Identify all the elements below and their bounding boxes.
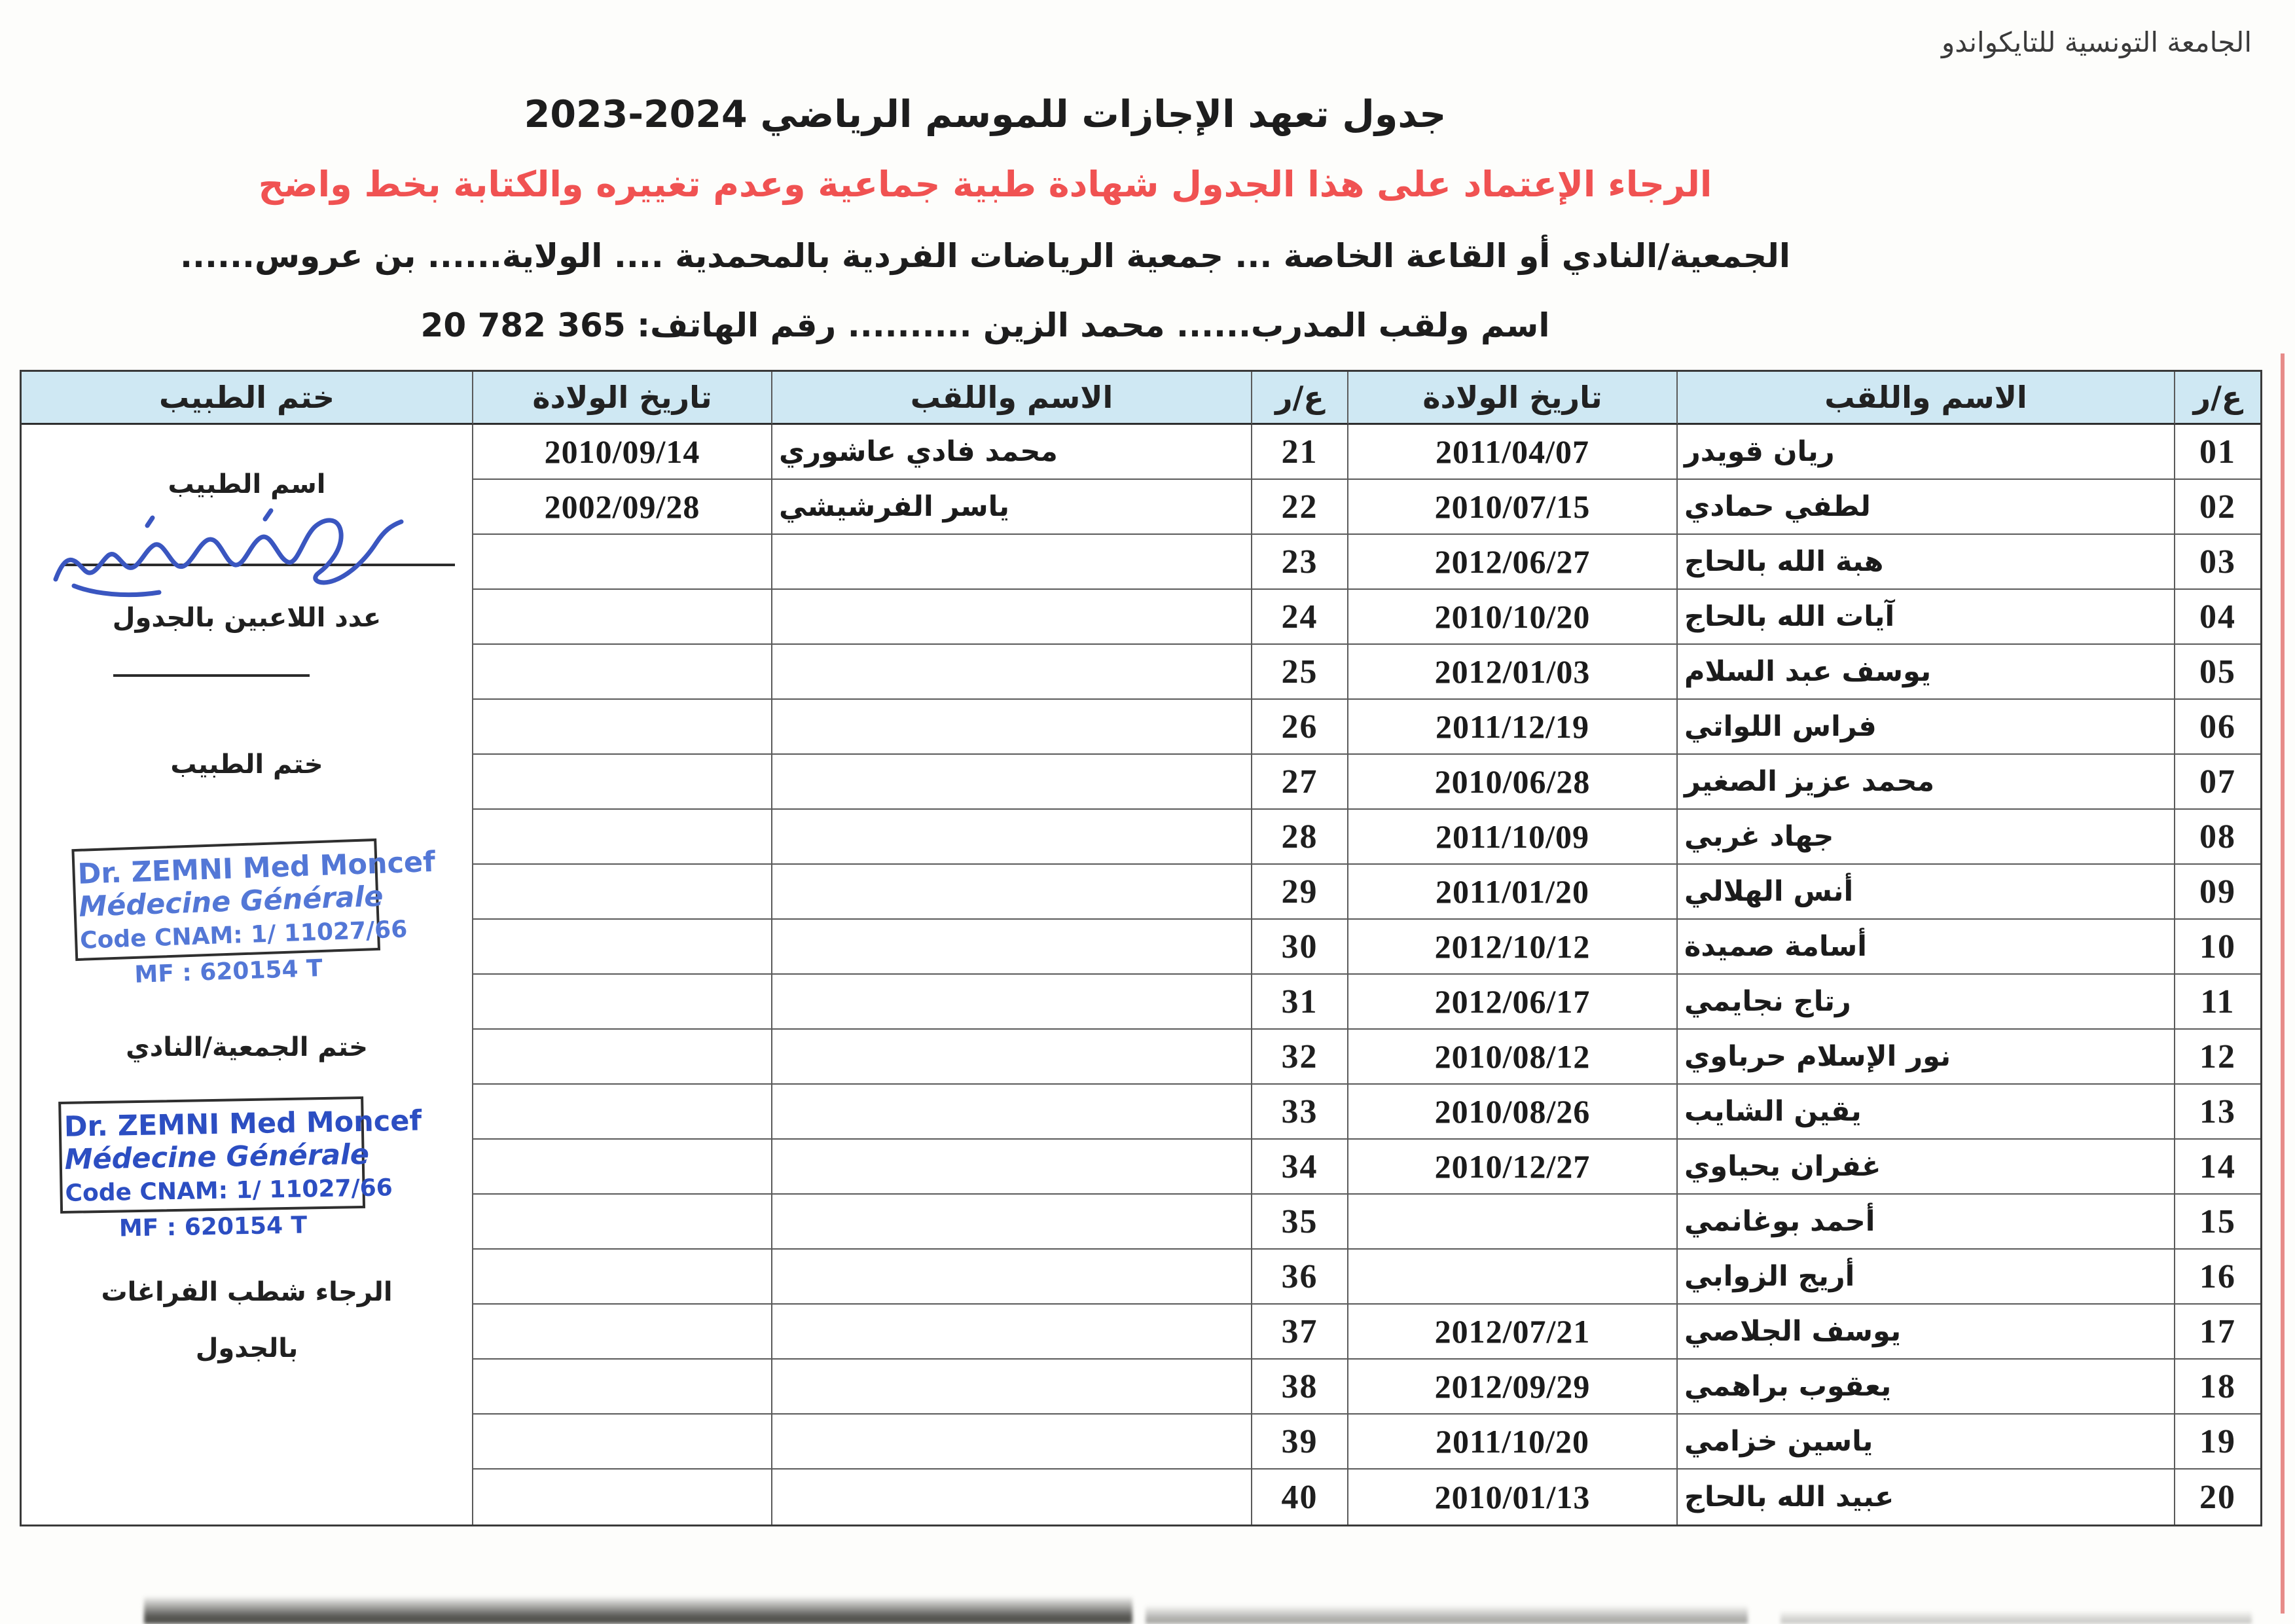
player-name-cell: أسامة صميدة	[1678, 920, 2175, 975]
birth-date-cell	[473, 645, 772, 700]
row-number-cell: 09	[2175, 865, 2260, 920]
blanks-note-line2: بالجدول	[195, 1333, 298, 1363]
player-name-cell: محمد عزيز الصغير	[1678, 755, 2175, 810]
row-number-cell: 01	[2175, 425, 2260, 480]
player-name-cell: فراس اللواتي	[1678, 700, 2175, 755]
row-number-cell: 21	[1252, 425, 1348, 480]
row-number-cell: 24	[1252, 590, 1348, 645]
birth-date-cell: 2010/10/20	[1348, 590, 1678, 645]
player-name-cell	[772, 590, 1252, 645]
stamp-specialty: Médecine Générale	[78, 880, 384, 924]
player-name-cell	[772, 1415, 1252, 1470]
birth-date-cell	[1348, 1250, 1678, 1305]
birth-date-cell	[473, 590, 772, 645]
row-number-cell: 29	[1252, 865, 1348, 920]
player-name-cell	[772, 1140, 1252, 1195]
player-name-cell: ياسين خزامي	[1678, 1415, 2175, 1470]
birth-date-cell: 2011/10/20	[1348, 1415, 1678, 1470]
doctor-stamp-column	[22, 425, 473, 1525]
red-notice: الرجاء الإعتماد على هذا الجدول شهادة طبية جماعية وعدم تغييره والكتابة بخط واضح	[258, 164, 1712, 205]
column-header: تاريخ الولادة	[473, 372, 772, 425]
doctor-stamp	[71, 839, 436, 990]
player-name-cell	[772, 1360, 1252, 1415]
player-name-cell: لطفي حمادي	[1678, 480, 2175, 535]
birth-date-cell: 2012/10/12	[1348, 920, 1678, 975]
player-name-cell: ياسر الفرشيشي	[772, 480, 1252, 535]
doctor-name-label: اسم الطبيب	[168, 469, 326, 499]
birth-date-cell	[473, 700, 772, 755]
row-number-cell: 25	[1252, 645, 1348, 700]
player-name-cell: أنس الهلالي	[1678, 865, 2175, 920]
birth-date-cell: 2011/10/09	[1348, 810, 1678, 865]
row-number-cell: 20	[2199, 1478, 2236, 1516]
birth-date-cell	[473, 1195, 772, 1250]
player-name-cell	[772, 755, 1252, 810]
stamp-mf-code: MF : 620154 T	[134, 954, 323, 988]
players-count-blank-line	[113, 674, 310, 677]
row-number-cell: 06	[2175, 700, 2260, 755]
birth-date-cell: 2012/09/29	[1348, 1360, 1678, 1415]
player-name-cell: آيات الله بالحاج	[1678, 590, 2175, 645]
player-name-cell	[772, 700, 1252, 755]
player-name-cell	[772, 975, 1252, 1030]
player-name-cell: محمد فادي عاشوري	[772, 425, 1252, 480]
row-number-cell: 31	[1252, 975, 1348, 1030]
player-name-cell: نور الإسلام حرباوي	[1678, 1030, 2175, 1085]
player-name-cell: ريان قويدر	[1678, 425, 2175, 480]
player-name-cell	[772, 1085, 1252, 1140]
doctor-stamp-label: ختم الطبيب	[170, 749, 323, 780]
birth-date-cell: 2010/06/28	[1348, 755, 1678, 810]
player-name-cell	[772, 535, 1252, 590]
row-number-cell: 04	[2175, 590, 2260, 645]
birth-date-cell	[473, 1415, 772, 1470]
birth-date-cell	[473, 920, 772, 975]
row-number-cell: 22	[1252, 480, 1348, 535]
stamp-cnam-code: Code CNAM: 1/ 11027/66	[65, 1174, 393, 1207]
row-number-cell: 13	[2175, 1085, 2260, 1140]
birth-date-cell: 2011/04/07	[1348, 425, 1678, 480]
birth-date-cell	[473, 865, 772, 920]
column-header: ع/ر	[1252, 372, 1348, 425]
club-line: الجمعية/النادي أو القاعة الخاصة ... جمعية الرياضات الفردية بالمحمدية .... الولاية...... بن عروس......	[179, 237, 1790, 275]
row-number-cell: 17	[2175, 1305, 2260, 1360]
birth-date-cell	[473, 1360, 772, 1415]
row-number-cell: 28	[1252, 810, 1348, 865]
player-name-cell: عبيد الله بالحاج	[1678, 1470, 2175, 1525]
birth-date-cell	[473, 1140, 772, 1195]
player-name-cell: أريج الزوابي	[1678, 1250, 2175, 1305]
player-name-cell: يعقوب براهمي	[1678, 1360, 2175, 1415]
row-number-cell: 34	[1252, 1140, 1348, 1195]
player-name-cell: رتاج نجايمي	[1678, 975, 2175, 1030]
player-name-cell	[772, 1305, 1252, 1360]
row-number-cell: 27	[1252, 755, 1348, 810]
row-number-cell: 08	[2175, 810, 2260, 865]
birth-date-cell	[473, 1250, 772, 1305]
row-number-cell: 18	[2175, 1360, 2260, 1415]
birth-date-cell	[473, 1030, 772, 1085]
players-count-label: عدد اللاعبين بالجدول	[112, 603, 382, 633]
coach-line: اسم ولقب المدرب...... محمد الزين .......... رقم الهاتف: 365 782 20	[420, 306, 1550, 344]
column-header: ختم الطبيب	[22, 372, 473, 425]
column-header: الاسم واللقب	[772, 372, 1252, 425]
scan-smudge	[1780, 1610, 2252, 1624]
column-header: تاريخ الولادة	[1348, 372, 1678, 425]
row-number-cell: 26	[1252, 700, 1348, 755]
birth-date-cell	[473, 535, 772, 590]
column-header: ع/ر	[2175, 372, 2260, 425]
birth-date-cell: 2010/08/26	[1348, 1085, 1678, 1140]
birth-date-cell: 2010/08/12	[1348, 1030, 1678, 1085]
row-number-cell: 32	[1252, 1030, 1348, 1085]
row-number-cell: 19	[2175, 1415, 2260, 1470]
federation-name: الجامعة التونسية للتايكواندو	[1942, 26, 2252, 58]
stamp-mf-code: MF : 620154 T	[118, 1212, 308, 1242]
player-name-cell	[772, 1470, 1252, 1525]
row-number-cell: 15	[2175, 1195, 2260, 1250]
scan-smudge	[144, 1596, 1132, 1624]
player-name-cell: أحمد بوغانمي	[1678, 1195, 2175, 1250]
row-number-cell: 30	[1252, 920, 1348, 975]
birth-date-cell: 2012/01/03	[1348, 645, 1678, 700]
birth-date-cell: 2010/12/27	[1348, 1140, 1678, 1195]
player-name-cell	[772, 810, 1252, 865]
stamp-doctor-name: Dr. ZEMNI Med Moncef	[63, 1104, 422, 1144]
player-name-cell	[772, 920, 1252, 975]
row-number-cell: 35	[1252, 1195, 1348, 1250]
scan-edge-red-line	[2281, 353, 2285, 1614]
page-title: جدول تعهد الإجازات للموسم الرياضي 2024-2023	[524, 93, 1447, 136]
scan-smudge	[1146, 1605, 1748, 1624]
player-name-cell: يوسف عبد السلام	[1678, 645, 2175, 700]
player-name-cell	[772, 865, 1252, 920]
birth-date-cell: 2010/07/15	[1348, 480, 1678, 535]
birth-date-cell	[473, 1305, 772, 1360]
birth-date-cell	[473, 810, 772, 865]
row-number-cell: 14	[2175, 1140, 2260, 1195]
row-number-cell: 33	[1252, 1085, 1348, 1140]
birth-date-cell: 2010/09/14	[473, 425, 772, 480]
row-number-cell: 40	[1252, 1470, 1348, 1525]
row-number-cell: 16	[2175, 1250, 2260, 1305]
birth-date-cell: 2012/06/27	[1348, 535, 1678, 590]
birth-date-cell	[473, 1085, 772, 1140]
row-number-cell: 10	[2175, 920, 2260, 975]
row-number-cell: 11	[2175, 975, 2260, 1030]
player-name-cell: يقين الشايب	[1678, 1085, 2175, 1140]
player-name-cell: يوسف الجلاصي	[1678, 1305, 2175, 1360]
player-name-cell: جهاد غربي	[1678, 810, 2175, 865]
club-stamp	[58, 1096, 422, 1243]
row-number-cell: 12	[2175, 1030, 2260, 1085]
birth-date-cell	[473, 975, 772, 1030]
stamp-cnam-code: Code CNAM: 1/ 11027/66	[79, 916, 408, 954]
row-number-cell: 02	[2175, 480, 2260, 535]
birth-date-cell	[473, 755, 772, 810]
club-stamp-label: ختم الجمعية/النادي	[126, 1032, 368, 1062]
row-number-cell: 23	[1252, 535, 1348, 590]
row-number-cell: 05	[2175, 645, 2260, 700]
doctor-signature	[48, 502, 414, 607]
blanks-note-line1: الرجاء شطب الفراغات	[101, 1277, 393, 1307]
birth-date-cell: 2012/06/17	[1348, 975, 1678, 1030]
row-number-cell: 39	[1252, 1415, 1348, 1470]
player-name-cell	[772, 1250, 1252, 1305]
row-number-cell: 37	[1252, 1305, 1348, 1360]
row-number-cell: 38	[1252, 1360, 1348, 1415]
player-name-cell: غفران يحياوي	[1678, 1140, 2175, 1195]
player-name-cell	[772, 645, 1252, 700]
birth-date-cell	[1348, 1195, 1678, 1250]
column-header: الاسم واللقب	[1678, 372, 2175, 425]
stamp-specialty: Médecine Générale	[64, 1138, 370, 1176]
license-table	[20, 370, 2262, 1526]
birth-date-cell: 2012/07/21	[1348, 1305, 1678, 1360]
birth-date-cell	[473, 1470, 772, 1525]
row-number-cell: 03	[2175, 535, 2260, 590]
birth-date-cell: 2011/01/20	[1348, 865, 1678, 920]
player-name-cell	[772, 1030, 1252, 1085]
row-number-cell: 36	[1252, 1250, 1348, 1305]
birth-date-cell: 2010/01/13	[1348, 1470, 1678, 1525]
birth-date-cell: 2011/12/19	[1348, 700, 1678, 755]
stamp-doctor-name: Dr. ZEMNI Med Moncef	[77, 845, 436, 891]
player-name-cell	[772, 1195, 1252, 1250]
birth-date-cell: 2002/09/28	[473, 480, 772, 535]
player-name-cell: هبة الله بالحاج	[1678, 535, 2175, 590]
row-number-cell: 07	[2175, 755, 2260, 810]
